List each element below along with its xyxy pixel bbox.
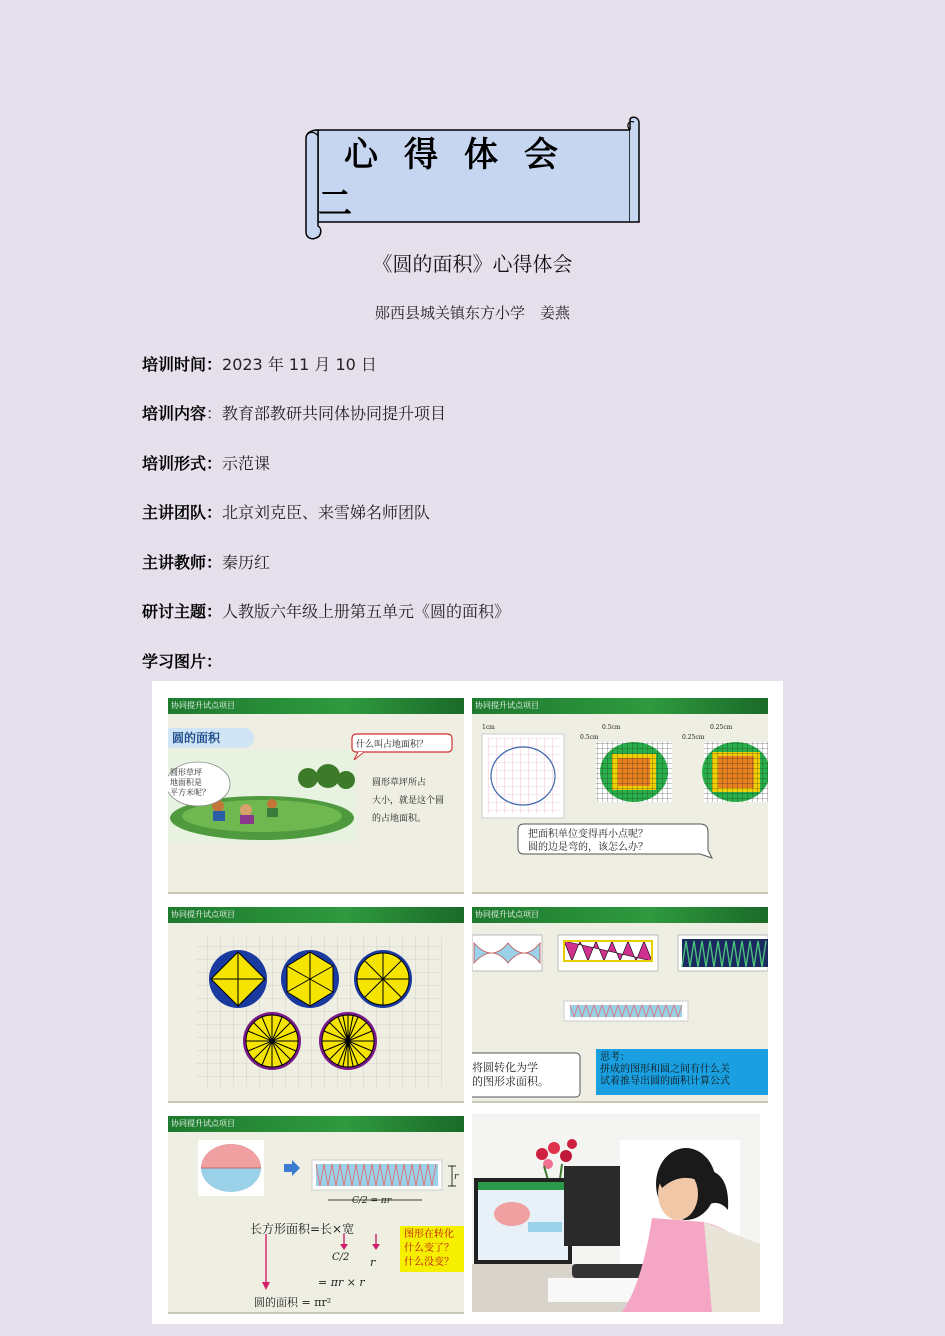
field-key: 学习图片： — [142, 652, 223, 671]
slide-bar: 协同提升试点项目 — [472, 907, 768, 923]
field-value: 示范课 — [222, 454, 271, 473]
field-value: 北京刘克臣、来雪娣名师团队 — [222, 503, 431, 522]
cloud-line: 地面积是 — [170, 778, 202, 787]
slide-sectors — [168, 907, 464, 1103]
slide-bar: 协同提升试点项目 — [168, 698, 464, 714]
half-circumference: C/2 = πr — [352, 1196, 392, 1206]
transform-note — [472, 1061, 549, 1089]
slide-body — [372, 774, 444, 828]
field-key: 主讲教师： — [142, 553, 223, 572]
question-line: 什么变了？ — [404, 1243, 454, 1254]
field-value: 秦历红 — [222, 553, 271, 572]
think-box — [600, 1052, 730, 1088]
unit-label: 0.25cm — [682, 734, 705, 741]
field-value: ：教育部教研共同体协同提升项目 — [206, 404, 447, 423]
field-key: 主讲团队： — [142, 503, 223, 522]
field-topic — [142, 599, 510, 622]
question-box — [404, 1228, 454, 1270]
photo-teacher — [472, 1114, 760, 1312]
bubble-line: 圆的边是弯的，该怎么办？ — [528, 842, 648, 853]
formula-line: C/2 — [332, 1252, 350, 1263]
field-key: 培训时间： — [142, 355, 223, 374]
unit-label: 1cm — [482, 724, 495, 731]
formula-illustration — [168, 1116, 464, 1312]
cloud-text — [170, 768, 210, 798]
cloud-line: 平方米呢？ — [170, 788, 210, 797]
body-line: 圆形草坪所占 — [372, 778, 427, 788]
banner-title: 心得体会二 — [318, 135, 584, 224]
slide-rearrange — [472, 907, 768, 1103]
document-title: 《圆的面积》心得体会 — [372, 252, 573, 276]
slide-bar: 协同提升试点项目 — [168, 907, 464, 923]
formula-line: r — [370, 1256, 376, 1269]
field-team — [142, 500, 430, 523]
question-line: 图形在转化 — [404, 1229, 454, 1240]
field-training-format — [142, 451, 270, 474]
formula-line: = πr × r — [318, 1276, 365, 1289]
teacher-photo-illustration — [472, 1114, 760, 1312]
field-key: 培训形式： — [142, 454, 223, 473]
slide-bar: 协同提升试点项目 — [168, 1116, 464, 1132]
field-teacher — [142, 550, 270, 573]
body-line: 的占地面积。 — [372, 814, 427, 824]
thought-bubble — [528, 828, 648, 854]
field-value: 2023 年 11 月 10 日 — [222, 355, 377, 374]
slide-grid — [472, 698, 768, 894]
field-training-time — [142, 352, 377, 375]
sector-circles — [168, 907, 464, 1101]
note-line: 的图形求面积。 — [472, 1075, 549, 1088]
formula-line: 圆的面积 = πr² — [254, 1296, 332, 1309]
field-key: 研讨主题： — [142, 602, 223, 621]
slide-bar: 协同提升试点项目 — [472, 698, 768, 714]
think-line: 拼成的图形和圆之间有什么关 — [600, 1064, 730, 1075]
slide-lawn — [168, 698, 464, 894]
think-line: 试着推导出圆的面积计算公式 — [600, 1076, 730, 1087]
slide-tag: 圆的面积 — [168, 728, 254, 748]
slide-formula — [168, 1116, 464, 1314]
question-line: 什么没变？ — [404, 1257, 454, 1268]
formula-line: 长方形面积=长×宽 — [250, 1222, 355, 1236]
photo-collage — [152, 681, 783, 1324]
unit-label: 0.5cm — [602, 724, 621, 731]
question-bubble: 什么叫占地面积？ — [356, 740, 429, 750]
bubble-line: 把面积单位变得再小点呢？ — [528, 829, 648, 840]
think-line: 思考： — [600, 1052, 630, 1063]
field-training-content — [142, 401, 446, 424]
unit-label: 0.25cm — [710, 724, 733, 731]
cloud-line: 圆形草坪 — [170, 768, 202, 777]
note-line: 将圆转化为学 — [472, 1061, 538, 1074]
field-key: 培训内容 — [142, 404, 207, 423]
unit-label: 0.5cm — [580, 734, 599, 741]
body-line: 大小，就是这个圆 — [372, 796, 445, 806]
radius-label: r — [454, 1172, 459, 1182]
field-photos — [142, 649, 222, 672]
field-value: 人教版六年级上册第五单元《圆的面积》 — [222, 602, 511, 621]
author-line: 郧西县城关镇东方小学 姜燕 — [374, 304, 570, 322]
